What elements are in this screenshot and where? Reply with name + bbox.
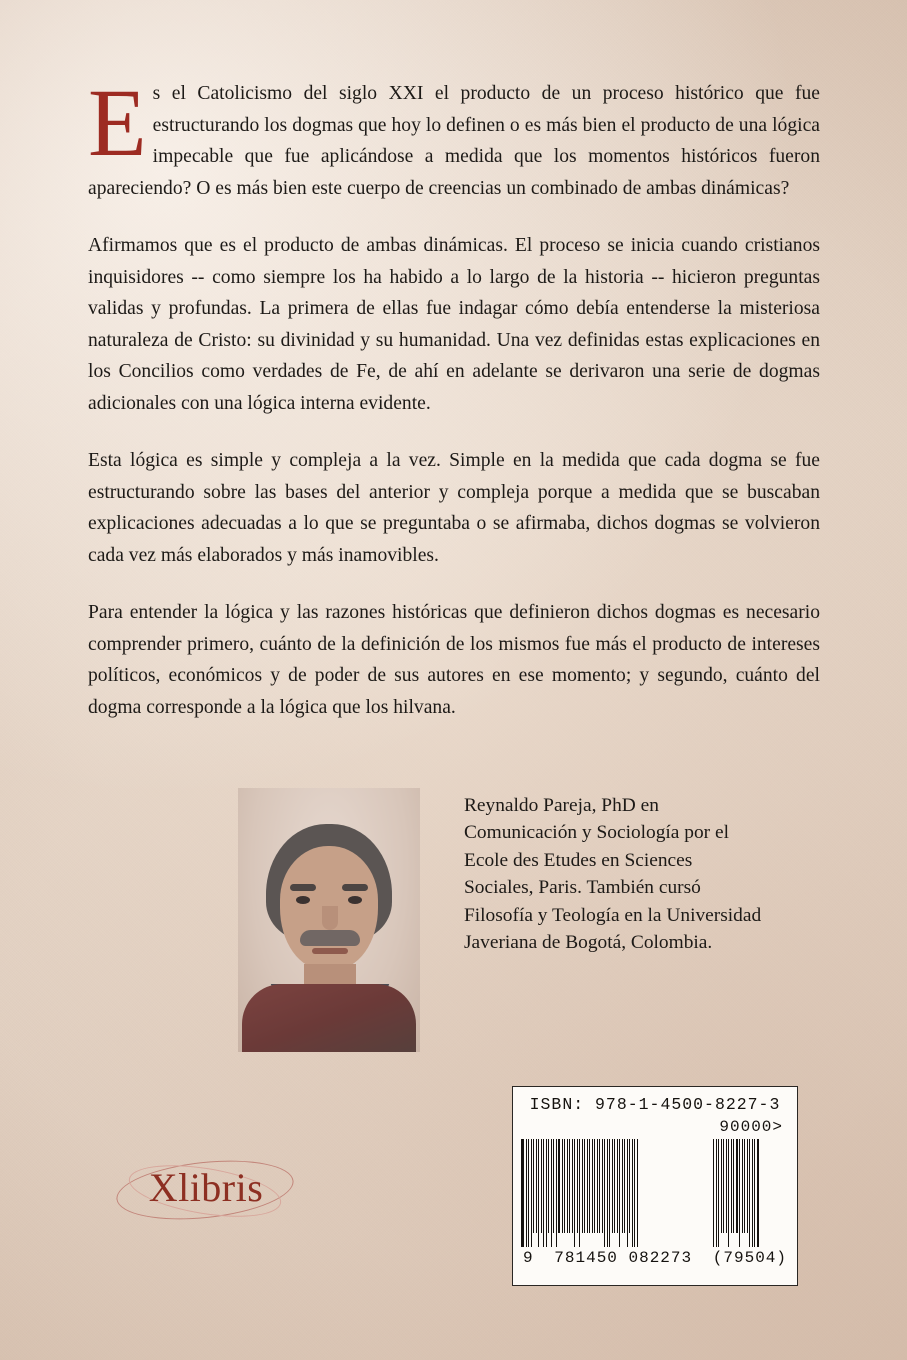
publisher-logo [104, 1152, 304, 1228]
barcode-digits [521, 1249, 789, 1267]
barcode-supplement-bars [713, 1139, 787, 1247]
barcode-digits-main: 781450 082273 [554, 1249, 693, 1267]
barcode-panel [512, 1086, 798, 1286]
blurb-paragraph-1 [88, 69, 820, 204]
barcode-bars [521, 1139, 789, 1247]
author-block [238, 788, 778, 1056]
barcode-main-bars [521, 1139, 703, 1247]
blurb-paragraph-4: Para entender la lógica y las razones históricas que definieron dichos dogmas es necesario comprender primero, cuánto de la definición de los mismos fue más el producto de intereses políticos, económicos y de poder de sus autores en ese momento; y segundo, cuánto del dogma corresponde a la lógica que los hilvana. [88, 602, 820, 718]
blurb-text-block [88, 69, 820, 723]
publisher-name: Xlibris [148, 1165, 264, 1210]
barcode-digits-supplement: (79504) [712, 1249, 787, 1267]
author-bio-text: Reynaldo Pareja, PhD en Comunicación y Sociología por el Ecole des Etudes en Sciences Sociales, Paris. También cursó Filosofía y Teología en la Universidad Javeriana de Bogotá, Colombia. [464, 795, 762, 954]
drop-cap-letter: E [88, 69, 147, 176]
author-photo [238, 788, 420, 1052]
isbn-label: ISBN: 978-1-4500-8227-3 [529, 1095, 781, 1114]
barcode-digit-left: 9 [523, 1249, 534, 1267]
barcode-supplement-label: 90000> [719, 1118, 783, 1136]
blurb-paragraph-3: Esta lógica es simple y compleja a la vez. Simple en la medida que cada dogma se fue estructurando sobre las bases del anterior y compleja porque a medida que se buscaban explicaciones adecuadas a lo que se preguntaba o se afirmaba, dichos dogmas se volvieron cada vez más elaborados y más inamovibles. [88, 450, 820, 566]
blurb-paragraph-1-text: s el Catolicismo del siglo XXI el producto de un proceso histórico que fue estructurando los dogmas que hoy lo definen o es más bien el producto de una lógica impecable que fue aplicándose a medida que los momentos históricos fueron apareciendo? O es más bien este cuerpo de creencias un combinado de ambas dinámicas? [88, 83, 820, 199]
blurb-paragraph-2: Afirmamos que es el producto de ambas dinámicas. El proceso se inicia cuando cristianos inquisidores -- como siempre los ha habido a lo largo de la historia -- hicieron preguntas validas y profundas. La primera de ellas fue indagar cómo debía entenderse la misteriosa naturaleza de Cristo: su divinidad y su humanidad. Una vez definidas estas explicaciones en los Concilios como verdades de Fe, de ahí en adelante se derivaron una serie de dogmas adicionales con una lógica interna evidente. [88, 235, 820, 414]
